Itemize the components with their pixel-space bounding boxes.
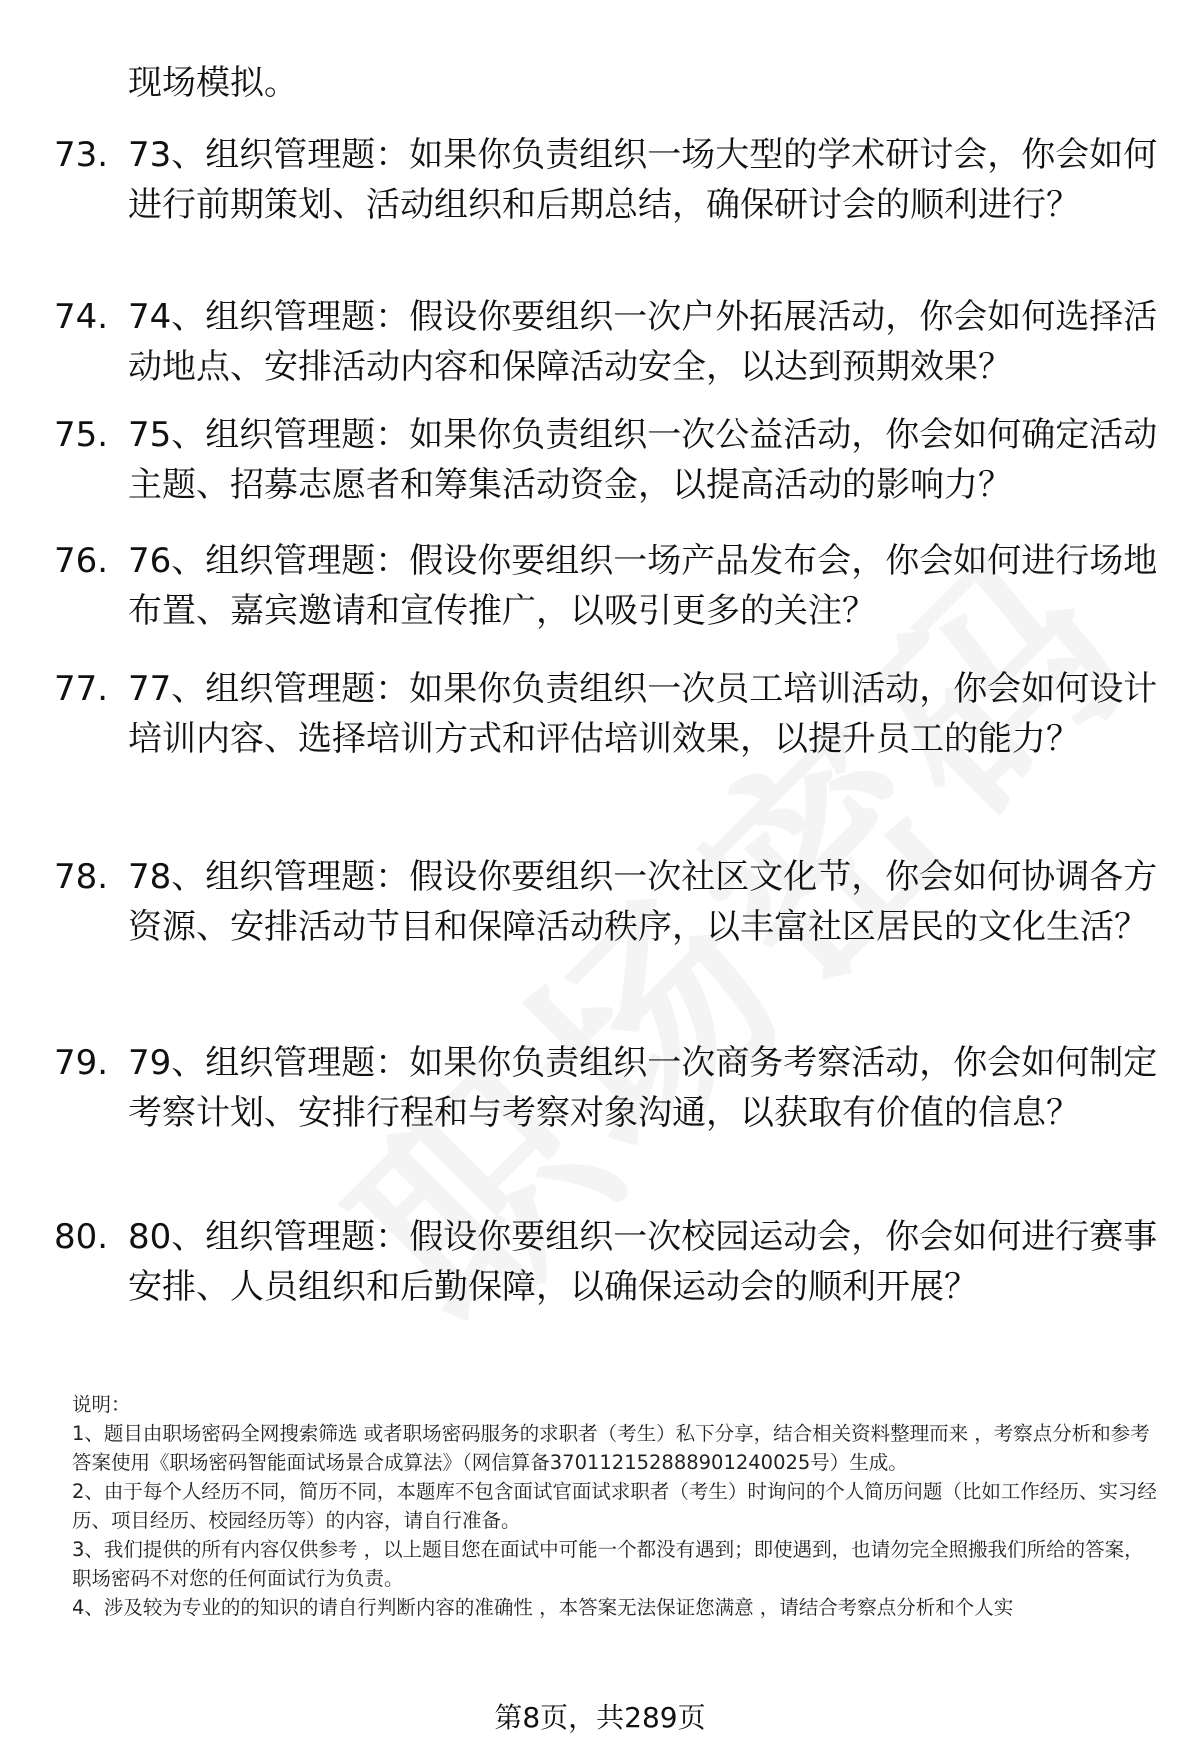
question-text: 74、组织管理题：假设你要组织一次户外拓展活动，你会如何选择活动地点、安排活动内容和保障活动安全，以达到预期效果？ (128, 297, 1158, 387)
question-number: 77. (54, 669, 109, 709)
question-number: 75. (54, 415, 109, 455)
note-item-1: 1、题目由职场密码全网搜索筛选 或者职场密码服务的求职者（考生）私下分享，结合相关资料整理而来 ，考察点分析和参考答案使用《职场密码智能面试场景合成算法》（网信算备370112152888901240025号）生成。 (72, 1422, 1150, 1474)
note-item-3: 3、我们提供的所有内容仅供参考 ，以上题目您在面试中可能一个都没有遇到；即使遇到，也请勿完全照搬我们所给的答案，职场密码不对您的任何面试行为负责。 (72, 1538, 1144, 1590)
disclaimer-notes (72, 1390, 1162, 1622)
question-number: 73. (54, 135, 109, 175)
question-text: 78、组织管理题：假设你要组织一次社区文化节，你会如何协调各方资源、安排活动节目和保障活动秩序，以丰富社区居民的文化生活？ (128, 857, 1158, 947)
question-text: 76、组织管理题：假设你要组织一场产品发布会，你会如何进行场地布置、嘉宾邀请和宣传推广，以吸引更多的关注？ (128, 541, 1158, 631)
previous-question-continuation: 现场模拟。 (128, 63, 298, 103)
question-text: 79、组织管理题：如果你负责组织一次商务考察活动，你会如何制定考察计划、安排行程和与考察对象沟通，以获取有价值的信息？ (128, 1043, 1158, 1133)
question-number: 76. (54, 541, 109, 581)
question-text: 77、组织管理题：如果你负责组织一次员工培训活动，你会如何设计培训内容、选择培训方式和评估培训效果，以提升员工的能力？ (128, 669, 1158, 759)
question-text: 73、组织管理题：如果你负责组织一场大型的学术研讨会，你会如何进行前期策划、活动组织和后期总结，确保研讨会的顺利进行？ (128, 135, 1158, 225)
note-item-2: 2、由于每个人经历不同，简历不同，本题库不包含面试官面试求职者（考生）时询问的个人简历问题（比如工作经历、实习经历、项目经历、校园经历等）的内容，请自行准备。 (72, 1480, 1157, 1532)
notes-heading: 说明： (72, 1393, 131, 1416)
question-number: 74. (54, 297, 109, 337)
question-text: 80、组织管理题：假设你要组织一次校园运动会，你会如何进行赛事安排、人员组织和后勤保障，以确保运动会的顺利开展？ (128, 1217, 1158, 1307)
question-text: 75、组织管理题：如果你负责组织一次公益活动，你会如何确定活动主题、招募志愿者和筹集活动资金，以提高活动的影响力？ (128, 415, 1158, 505)
question-number: 78. (54, 857, 109, 897)
question-number: 79. (54, 1043, 109, 1083)
page-footer: 第8页，共289页 (494, 1701, 706, 1734)
note-item-4: 4、涉及较为专业的的知识的请自行判断内容的准确性 ，本答案无法保证您满意 ，请结合考察点分析和个人实 (72, 1596, 1014, 1619)
question-number: 80. (54, 1217, 109, 1257)
